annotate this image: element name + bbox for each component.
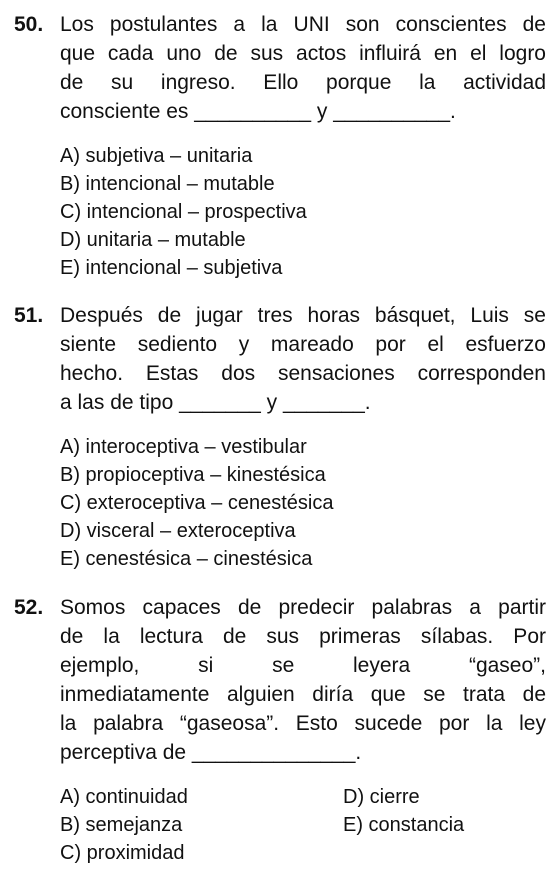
question-number: 52.	[14, 596, 44, 619]
option-d[interactable]: D) visceral – exteroceptiva	[60, 520, 296, 542]
options-list	[60, 142, 307, 282]
stem-line: siente sediento y mareado por el esfuerzo	[60, 333, 546, 356]
stem-line: Los postulantes a la UNI son conscientes de	[60, 13, 546, 36]
option-d[interactable]: D) unitaria – mutable	[60, 229, 246, 251]
option-e[interactable]: E) constancia	[343, 814, 465, 836]
stem-line: hecho. Estas dos sensaciones corresponden	[60, 362, 546, 385]
option-c[interactable]: C) proximidad	[60, 842, 185, 864]
option-b[interactable]: B) intencional – mutable	[60, 173, 275, 195]
option-a[interactable]: A) subjetiva – unitaria	[60, 145, 253, 167]
question-stem	[60, 10, 546, 126]
stem-line: consciente es __________ y __________.	[60, 100, 456, 123]
option-a[interactable]: A) interoceptiva – vestibular	[60, 436, 307, 458]
options-list	[60, 433, 333, 573]
option-b[interactable]: B) semejanza	[60, 814, 183, 836]
options-grid	[60, 783, 520, 867]
option-b[interactable]: B) propioceptiva – kinestésica	[60, 464, 326, 486]
option-c[interactable]: C) intencional – prospectiva	[60, 201, 307, 223]
question-number: 50.	[14, 13, 44, 36]
question-number: 51.	[14, 304, 44, 327]
option-c[interactable]: C) exteroceptiva – cenestésica	[60, 492, 334, 514]
option-e[interactable]: E) cenestésica – cinestésica	[60, 548, 313, 570]
question-stem	[60, 301, 546, 417]
stem-line: ejemplo, si se leyera “gaseo”,	[60, 654, 546, 677]
stem-line: de la lectura de sus primeras sílabas. Por	[60, 625, 546, 648]
option-e[interactable]: E) intencional – subjetiva	[60, 257, 283, 279]
stem-line: que cada uno de sus actos influirá en el logro	[60, 42, 546, 65]
stem-line: inmediatamente alguien diría que se trata de	[60, 683, 546, 706]
stem-line: perceptiva de ______________.	[60, 741, 362, 764]
option-d[interactable]: D) cierre	[343, 786, 420, 808]
stem-line: Después de jugar tres horas básquet, Luis se	[60, 304, 546, 327]
question-stem	[60, 593, 546, 767]
stem-line: Somos capaces de predecir palabras a partir	[60, 596, 546, 619]
option-a[interactable]: A) continuidad	[60, 786, 188, 808]
stem-line: de su ingreso. Ello porque la actividad	[60, 71, 546, 94]
stem-line: a las de tipo _______ y _______.	[60, 391, 371, 414]
stem-line: la palabra “gaseosa”. Esto sucede por la ley	[60, 712, 546, 735]
